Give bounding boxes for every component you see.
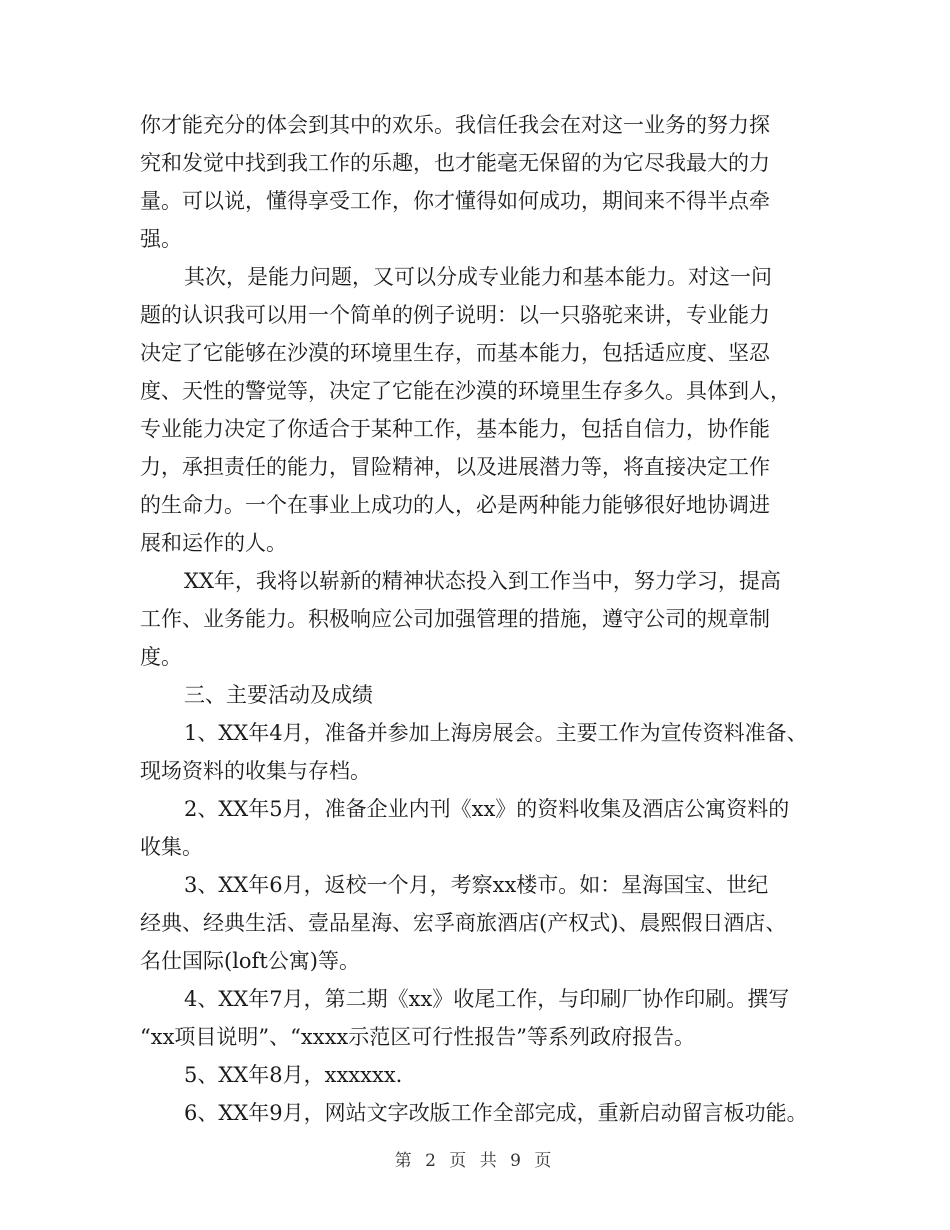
text-line: 你才能充分的体会到其中的欢乐。我信任我会在对这一业务的努力探 — [140, 113, 770, 137]
page-number-footer: 第 2 页 共 9 页 — [394, 1151, 556, 1171]
text-line: 究和发觉中找到我工作的乐趣，也才能毫无保留的为它尽我最大的力 — [140, 151, 770, 175]
list-item: 3、XX年6月，返校一个月，考察xx楼市。如：星海国宝、世纪 — [184, 873, 769, 897]
document-body — [140, 106, 830, 1132]
text-line: 强。 — [140, 227, 182, 251]
text-line: “xx项目说明”、“xxxx示范区可行性报告”等系列政府报告。 — [140, 1025, 696, 1049]
list-item: 4、XX年7月，第二期《xx》收尾工作，与印刷厂协作印刷。撰写 — [184, 987, 790, 1011]
text-line: 量。可以说，懂得享受工作，你才懂得如何成功，期间来不得半点牵 — [140, 189, 770, 213]
text-line: 题的认识我可以用一个简单的例子说明：以一只骆驼来讲，专业能力 — [140, 303, 770, 327]
list-item: 6、XX年9月，网站文字改版工作全部完成，重新启动留言板功能。 — [184, 1101, 808, 1125]
text-line: 决定了它能够在沙漠的环境里生存，而基本能力，包括适应度、坚忍 — [140, 341, 770, 365]
text-line: 展和运作的人。 — [140, 531, 287, 555]
text-line: 专业能力决定了你适合于某种工作，基本能力，包括自信力，协作能 — [140, 417, 770, 441]
text-line: 经典、经典生活、壹品星海、宏孚商旅酒店(产权式)、晨熙假日酒店、 — [140, 911, 787, 935]
text-line: 度。 — [140, 645, 182, 669]
text-line: 收集。 — [140, 835, 203, 859]
text-line: 的生命力。一个在事业上成功的人，必是两种能力能够很好地协调进 — [140, 493, 770, 517]
list-item: 2、XX年5月，准备企业内刊《xx》的资料收集及酒店公寓资料的 — [184, 797, 790, 821]
list-item: 1、XX年4月，准备并参加上海房展会。主要工作为宣传资料准备、 — [184, 721, 808, 745]
paragraph-start-line: XX年，我将以崭新的精神状态投入到工作当中，努力学习，提高 — [184, 569, 781, 593]
text-line: 工作、业务能力。积极响应公司加强管理的措施，遵守公司的规章制 — [140, 607, 770, 631]
paragraph-start-line: 其次，是能力问题，又可以分成专业能力和基本能力。对这一问 — [184, 265, 772, 289]
list-item: 5、XX年8月，xxxxxx. — [184, 1063, 403, 1087]
text-line: 现场资料的收集与存档。 — [140, 759, 371, 783]
text-line: 力，承担责任的能力，冒险精神，以及进展潜力等，将直接决定工作 — [140, 455, 770, 479]
text-line: 度、天性的警觉等，决定了它能在沙漠的环境里生存多久。具体到人， — [140, 379, 791, 403]
section-heading: 三、主要活动及成绩 — [184, 683, 373, 707]
text-line: 名仕国际(loft公寓)等。 — [140, 949, 360, 973]
